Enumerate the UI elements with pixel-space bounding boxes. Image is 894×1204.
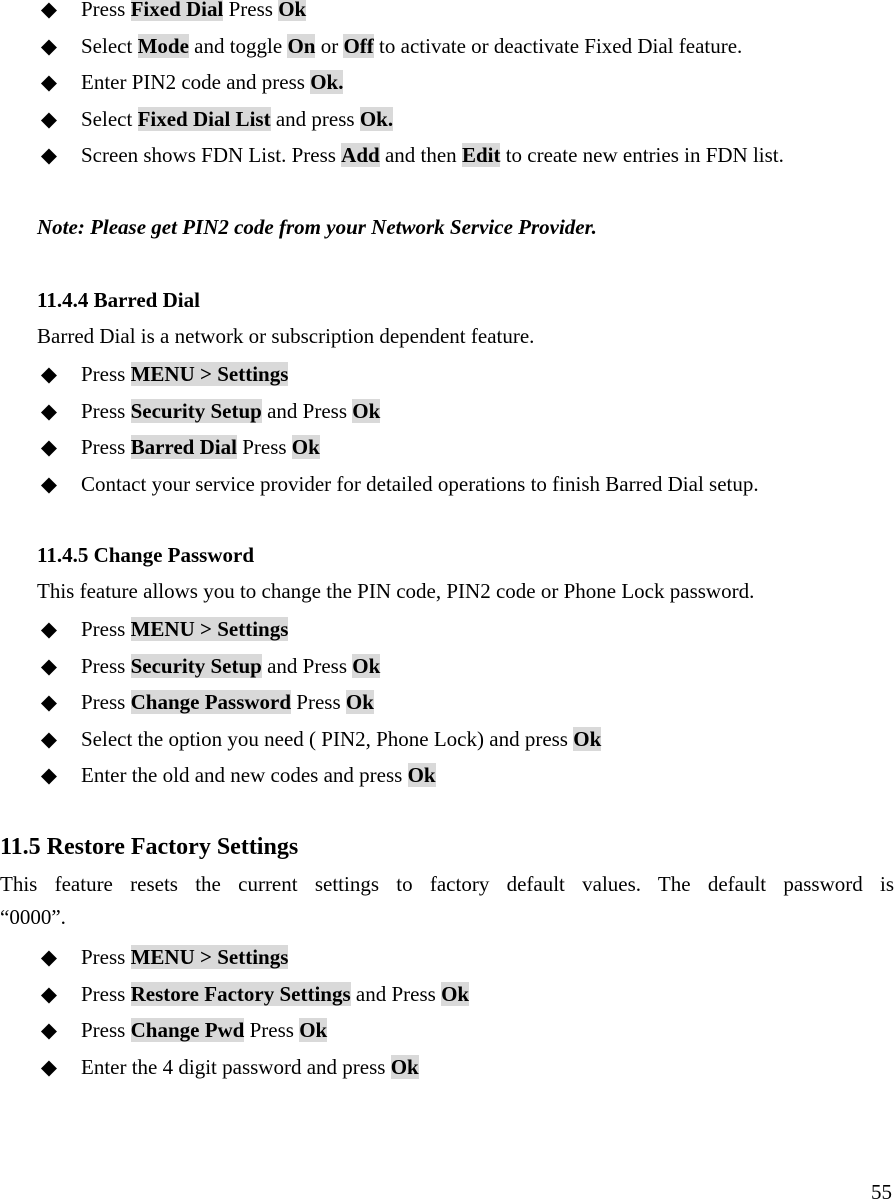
pin2-note: Note: Please get PIN2 code from your Network Service Provider. <box>37 215 597 239</box>
diamond-bullet-icon: ◆ <box>40 398 58 423</box>
key-label: Change Password <box>130 690 292 714</box>
text-fragment: Press <box>81 690 126 714</box>
key-label: Barred Dial <box>130 435 237 459</box>
text-fragment: Enter the 4 digit password and press <box>81 1054 386 1079</box>
text-fragment: Press <box>81 653 126 678</box>
diamond-bullet-icon: ◆ <box>40 945 58 969</box>
text-fragment: Press <box>81 0 126 21</box>
text-fragment: Contact your service provider for detailed operations to finish Barred Dial setup. <box>81 471 759 496</box>
list-item-text <box>81 725 601 753</box>
list-item-text <box>81 1053 419 1081</box>
text-fragment: Select <box>81 33 133 58</box>
list-item-text <box>81 1016 327 1044</box>
text-fragment: and Press <box>355 981 436 1006</box>
diamond-bullet-icon: ◆ <box>40 0 58 21</box>
page-number: 55 <box>871 1180 892 1204</box>
text-fragment: and Press <box>267 653 348 678</box>
text-fragment: and Press <box>267 398 348 423</box>
list-item-text <box>81 652 380 680</box>
diamond-bullet-icon: ◆ <box>40 435 58 459</box>
change-password-intro: This feature allows you to change the PIN code, PIN2 code or Phone Lock password. <box>37 579 755 603</box>
text-fragment: Press <box>242 435 287 459</box>
key-label: Ok <box>352 653 381 678</box>
key-label: Fixed Dial <box>131 0 224 21</box>
key-label: Off <box>343 33 374 58</box>
diamond-bullet-icon: ◆ <box>40 143 58 167</box>
restore-factory-heading: 11.5 Restore Factory Settings <box>0 834 299 860</box>
list-item-text <box>81 141 784 169</box>
restore-factory-intro-line2: “0000”. <box>0 905 66 929</box>
list-item-text <box>81 470 759 498</box>
text-fragment: and toggle <box>194 33 283 58</box>
diamond-bullet-icon: ◆ <box>40 471 58 496</box>
key-label: MENU > Settings <box>130 362 289 386</box>
diamond-bullet-icon: ◆ <box>40 33 58 58</box>
diamond-bullet-icon: ◆ <box>40 690 58 714</box>
text-fragment: to create new entries in FDN list. <box>505 143 784 167</box>
list-item-text <box>81 980 469 1008</box>
diamond-bullet-icon: ◆ <box>40 653 58 678</box>
text-fragment: Enter PIN2 code and press <box>81 70 305 94</box>
list-item-text <box>81 615 288 643</box>
key-label: Restore Factory Settings <box>130 981 351 1006</box>
key-label: Ok <box>291 435 320 459</box>
text-fragment: to activate or deactivate Fixed Dial feature. <box>379 33 743 58</box>
key-label: Ok <box>573 726 602 751</box>
diamond-bullet-icon: ◆ <box>40 70 58 94</box>
key-label: Security Setup <box>130 398 262 423</box>
key-label: Ok. <box>359 106 394 131</box>
key-label: Ok <box>390 1054 419 1079</box>
list-item-text <box>81 397 380 425</box>
diamond-bullet-icon: ◆ <box>40 1018 58 1042</box>
text-fragment: Press <box>81 362 126 386</box>
key-label: Edit <box>461 143 501 167</box>
diamond-bullet-icon: ◆ <box>40 726 58 751</box>
text-fragment: Press <box>81 981 126 1006</box>
key-label: Ok <box>352 398 381 423</box>
list-item-text <box>81 433 320 461</box>
diamond-bullet-icon: ◆ <box>40 981 58 1006</box>
diamond-bullet-icon: ◆ <box>40 1054 58 1079</box>
list-item-text <box>81 761 436 789</box>
key-label: On <box>287 33 316 58</box>
text-fragment: and then <box>384 143 457 167</box>
text-fragment: Press <box>81 398 126 423</box>
restore-factory-intro-line1: This feature resets the current settings to factory default values. The default password is <box>0 872 894 896</box>
text-fragment: Screen shows FDN List. Press <box>81 143 336 167</box>
text-fragment: Press <box>81 945 126 969</box>
key-label: Mode <box>137 33 189 58</box>
text-fragment: and press <box>275 106 355 131</box>
list-item-text <box>81 943 288 971</box>
key-label: Add <box>341 143 380 167</box>
list-item-text <box>81 32 742 60</box>
diamond-bullet-icon: ◆ <box>40 362 58 386</box>
list-item-text <box>81 105 393 133</box>
key-label: Ok <box>441 981 470 1006</box>
text-fragment: Select <box>81 106 133 131</box>
text-fragment: Select the option you need ( PIN2, Phone Lock) and press <box>81 726 568 751</box>
list-item-text <box>81 0 306 23</box>
text-fragment: Press <box>81 617 126 641</box>
list-item-text <box>81 360 288 388</box>
key-label: Ok <box>299 1018 328 1042</box>
list-item-text <box>81 68 343 96</box>
key-label: MENU > Settings <box>130 617 289 641</box>
text-fragment: Press <box>81 435 126 459</box>
diamond-bullet-icon: ◆ <box>40 617 58 641</box>
key-label: MENU > Settings <box>130 945 289 969</box>
key-label: Ok <box>278 0 306 21</box>
key-label: Fixed Dial List <box>137 106 271 131</box>
list-item-text <box>81 688 374 716</box>
text-fragment: or <box>320 33 339 58</box>
change-password-heading: 11.4.5 Change Password <box>37 543 255 567</box>
diamond-bullet-icon: ◆ <box>40 763 58 787</box>
text-fragment: Press <box>81 1018 126 1042</box>
key-label: Ok <box>407 763 436 787</box>
key-label: Ok. <box>310 70 344 94</box>
text-fragment: Press <box>249 1018 294 1042</box>
key-label: Security Setup <box>130 653 262 678</box>
text-fragment: Press <box>296 690 341 714</box>
key-label: Ok <box>345 690 374 714</box>
text-fragment: Press <box>228 0 273 21</box>
key-label: Change Pwd <box>130 1018 245 1042</box>
barred-dial-intro: Barred Dial is a network or subscription dependent feature. <box>37 324 535 348</box>
text-fragment: Enter the old and new codes and press <box>81 763 403 787</box>
diamond-bullet-icon: ◆ <box>40 106 58 131</box>
barred-dial-heading: 11.4.4 Barred Dial <box>37 288 200 312</box>
